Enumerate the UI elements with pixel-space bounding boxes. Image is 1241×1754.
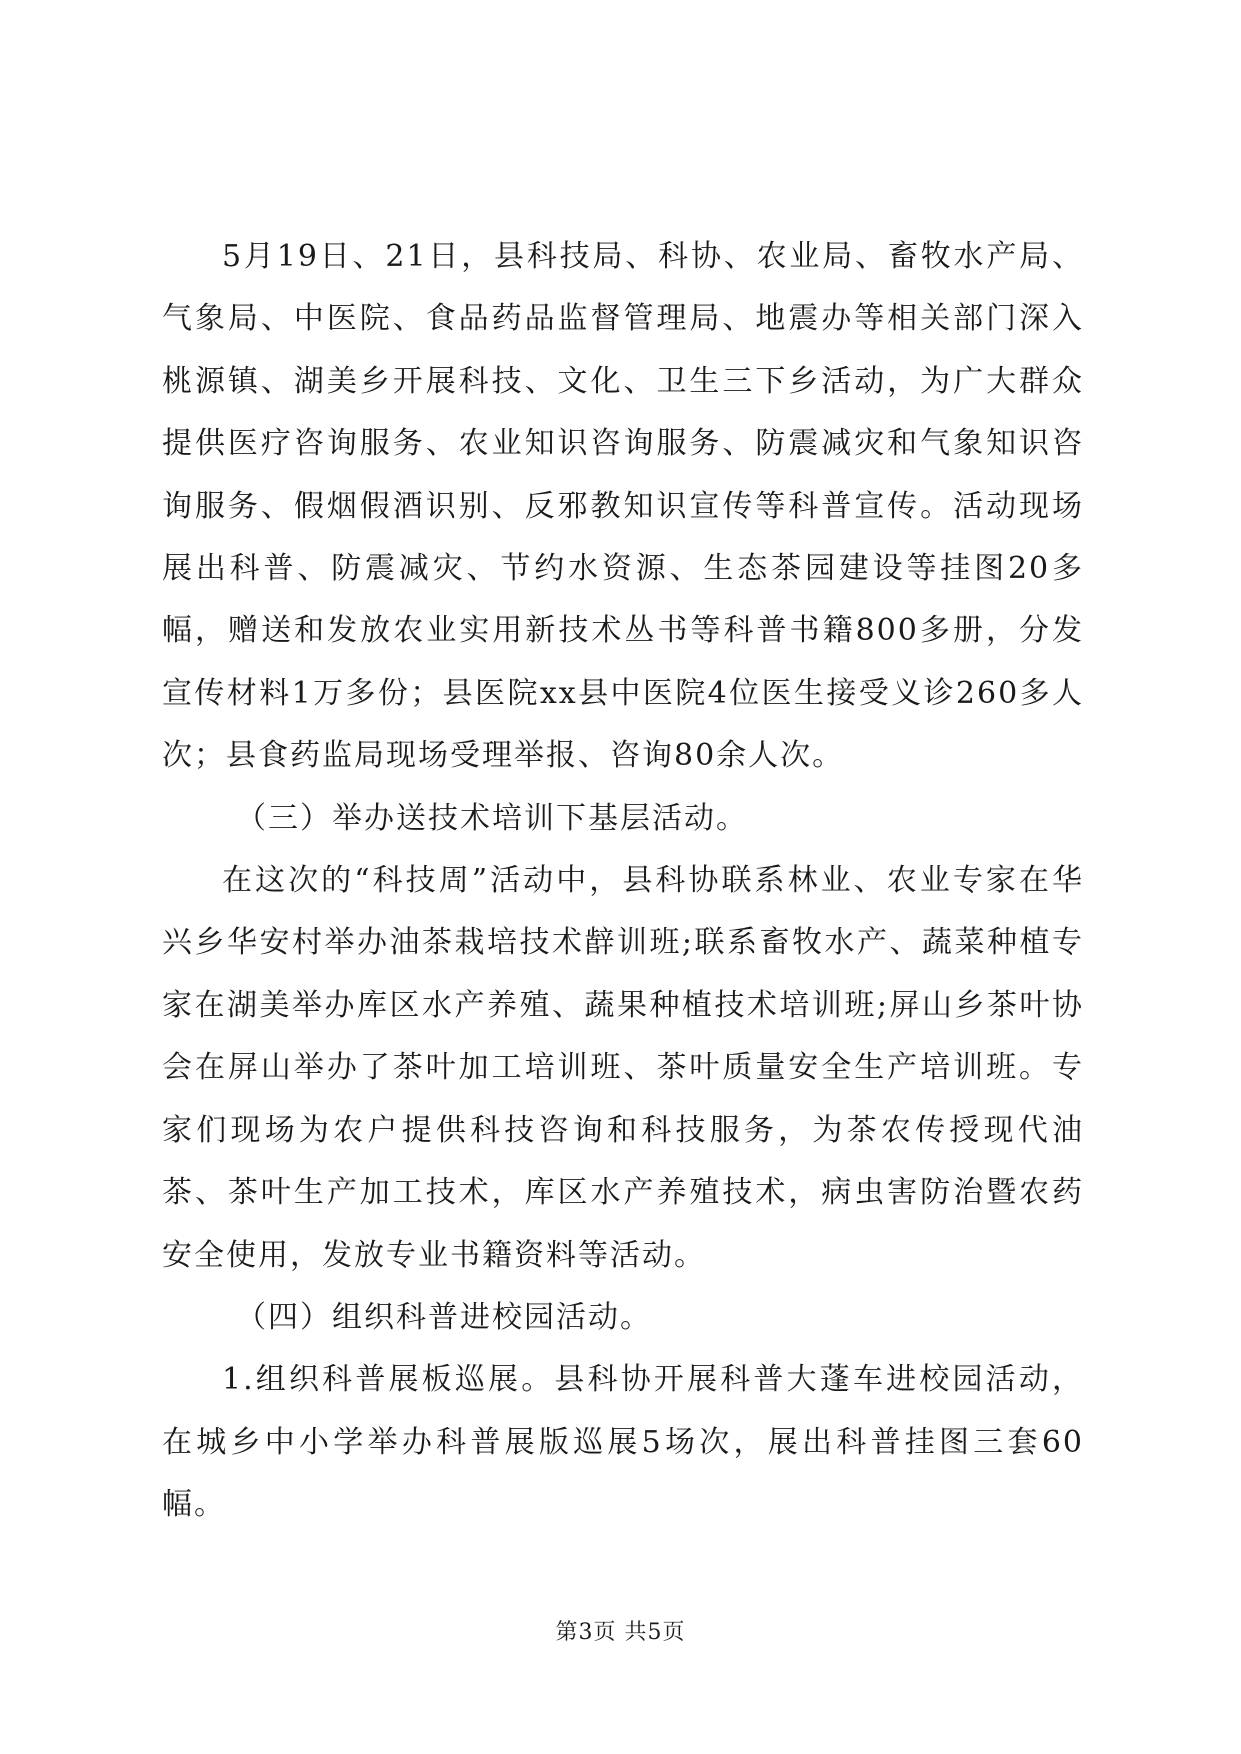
paragraph-training: 在这次的“科技周”活动中，县科协联系林业、农业专家在华兴乡华安村举办油茶栽培技术辪训班;联系畜牧水产、蔬菜种植专家在湖美举办库区水产养殖、蔬果种植技术培训班;屏山乡茶叶协会在屏山举办了茶叶加工培训班、茶叶质量安全生产培训班。专家们现场为农户提供科技咨询和科技服务，为茶农传授现代油茶、茶叶生产加工技术，库区水产养殖技术，病虫害防治暨农药安全使用，发放专业书籍资料等活动。 [162,863,1084,1273]
paragraph-activities: 5月19日、21日，县科技局、科协、农业局、畜牧水产局、气象局、中医院、食品药品监督管理局、地震办等相关部门深入桃源镇、湖美乡开展科技、文化、卫生三下乡活动，为广大群众提供医疗咨询服务、农业知识咨询服务、防震减灾和气象知识咨询服务、假烟假酒识别、反邪教知识宣传等科普宣传。活动现场展出科普、防震减灾、节约水资源、生态茶园建设等挂图20多幅，赠送和发放农业实用新技术丛书等科普书籍800多册，分发宣传材料1万多份；县医院xx县中医院4位医生接受义诊260多人次；县食药监局现场受理举报、咨询80余人次。 [162,239,1084,774]
paragraph-campus: 1.组织科普展板巡展。县科协开展科普大蓬车进校园活动，在城乡中小学举办科普展版巡展5场次，展出科普挂图三套60幅。 [162,1362,1084,1523]
document-body [162,226,1084,1537]
section-heading-3: （三）举办送技术培训下基层活动。 [236,800,748,836]
section-heading-4: （四）组织科普进校园活动。 [236,1299,652,1335]
page-footer: 第3页 共5页 [555,1620,686,1645]
